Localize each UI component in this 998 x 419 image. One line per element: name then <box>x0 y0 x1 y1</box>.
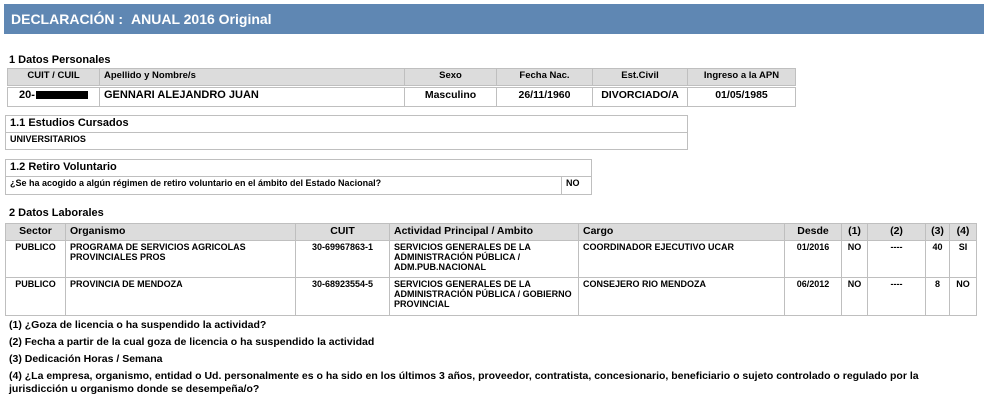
redaction-block <box>36 91 88 99</box>
retiro-answer: NO <box>561 176 592 195</box>
col-cargo: Cargo <box>578 223 785 241</box>
row1-desde: 01/2016 <box>784 240 842 278</box>
col-desde: Desde <box>784 223 842 241</box>
row2-cargo: CONSEJERO RIO MENDOZA <box>578 277 785 316</box>
col-note-3: (3) <box>925 223 950 241</box>
cuit-value <box>7 87 100 107</box>
fecha-nac-value: 26/11/1960 <box>496 87 593 107</box>
row2-note-2: ---- <box>867 277 926 316</box>
section-title-datos-personales: 1 Datos Personales <box>9 54 111 66</box>
section-title-datos-laborales: 2 Datos Laborales <box>9 207 104 219</box>
retiro-question: ¿Se ha acogido a algún régimen de retiro voluntario en el ámbito del Estado Nacional? <box>5 176 562 195</box>
row2-sector: PUBLICO <box>5 277 66 316</box>
row2-organismo: PROVINCIA DE MENDOZA <box>65 277 296 316</box>
row2-cuit: 30-68923554-5 <box>295 277 390 316</box>
footnote-3: (3) Dedicación Horas / Semana <box>9 353 163 365</box>
row1-note-3: 40 <box>925 240 950 278</box>
col-sexo: Sexo <box>404 68 497 86</box>
row2-note-3: 8 <box>925 277 950 316</box>
col-note-4: (4) <box>949 223 977 241</box>
col-apellido-nombre: Apellido y Nombre/s <box>99 68 405 86</box>
col-est-civil: Est.Civil <box>592 68 688 86</box>
row2-actividad: SERVICIOS GENERALES DE LA ADMINISTRACIÓN PÚBLICA / GOBIERNO PROVINCIAL <box>389 277 579 316</box>
footnote-1: (1) ¿Goza de licencia o ha suspendido la actividad? <box>9 319 267 331</box>
row1-note-1: NO <box>841 240 868 278</box>
ingreso-apn-value: 01/05/1985 <box>687 87 796 107</box>
declaration-label: DECLARACIÓN : <box>11 11 123 27</box>
col-fecha-nac: Fecha Nac. <box>496 68 593 86</box>
row2-desde: 06/2012 <box>784 277 842 316</box>
estudios-value: UNIVERSITARIOS <box>5 132 688 150</box>
col-ingreso-apn: Ingreso a la APN <box>687 68 796 86</box>
est-civil-value: DIVORCIADO/A <box>592 87 688 107</box>
row1-note-4: SI <box>949 240 977 278</box>
footnote-4: (4) ¿La empresa, organismo, entidad o Ud. personalmente es o ha sido en los últimos 3 años, proveedor, contratista, concesionario, beneficiario o sujeto controlado o regulado por la jurisdicción u organismo donde se desempeña/o? <box>9 370 919 395</box>
footnote-2: (2) Fecha a partir de la cual goza de licencia o ha suspendido la actividad <box>9 336 375 348</box>
sexo-value: Masculino <box>404 87 497 107</box>
nombre-value: GENNARI ALEJANDRO JUAN <box>99 87 405 107</box>
col-actividad: Actividad Principal / Ambito <box>389 223 579 241</box>
row1-cargo: COORDINADOR EJECUTIVO UCAR <box>578 240 785 278</box>
row2-note-4: NO <box>949 277 977 316</box>
declaration-type: ANUAL 2016 Original <box>131 11 272 27</box>
col-note-2: (2) <box>867 223 926 241</box>
row1-organismo: PROGRAMA DE SERVICIOS AGRICOLAS PROVINCIALES PROS <box>65 240 296 278</box>
col-cuit-cuil: CUIT / CUIL <box>7 68 100 86</box>
declaration-header <box>4 4 984 34</box>
col-note-1: (1) <box>841 223 868 241</box>
section-title-estudios: 1.1 Estudios Cursados <box>5 115 688 133</box>
row1-note-2: ---- <box>867 240 926 278</box>
cuit-prefix: 20- <box>19 89 35 101</box>
col-sector: Sector <box>5 223 66 241</box>
row1-sector: PUBLICO <box>5 240 66 278</box>
row1-cuit: 30-69967863-1 <box>295 240 390 278</box>
row1-actividad: SERVICIOS GENERALES DE LA ADMINISTRACIÓN PÚBLICA / ADM.PUB.NACIONAL <box>389 240 579 278</box>
col-cuit: CUIT <box>295 223 390 241</box>
col-organismo: Organismo <box>65 223 296 241</box>
row2-note-1: NO <box>841 277 868 316</box>
section-title-retiro: 1.2 Retiro Voluntario <box>5 159 592 177</box>
